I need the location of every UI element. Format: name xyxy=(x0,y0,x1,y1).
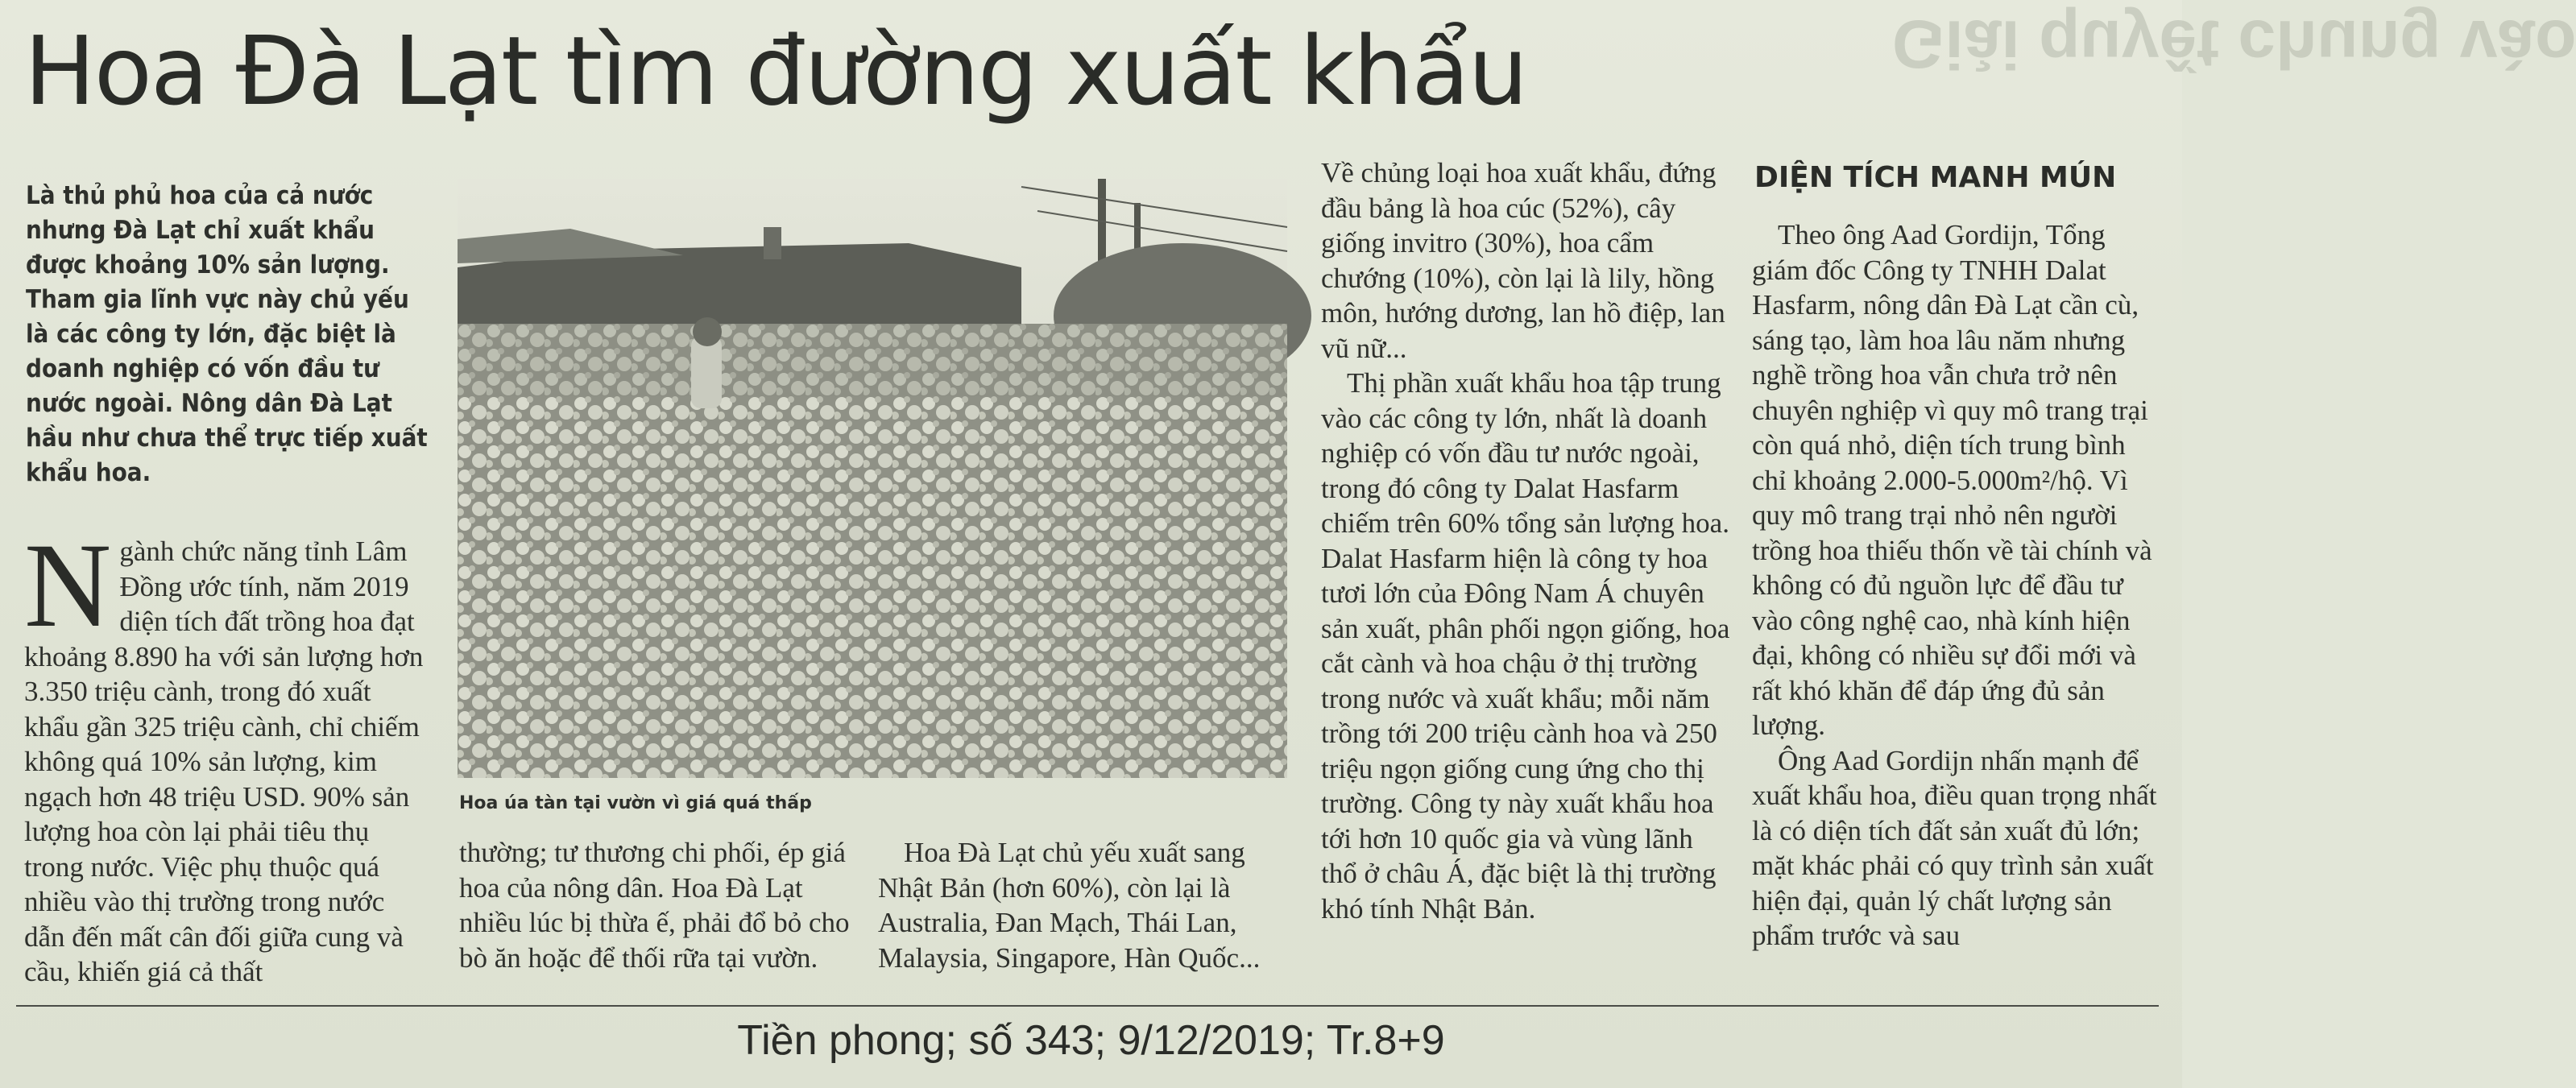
article-lead: Là thủ phủ hoa của cả nước nhưng Đà Lạt chỉ xuất khẩu được khoảng 10% sản lượng. Tham gia lĩnh vực này chủ yếu là các công ty lớn, đặc biệt là doanh nghiệp có vốn đầu tư nước ngoài. Nông dân Đà Lạt hầu như chưa thể trực tiếp xuất khẩu hoa. xyxy=(26,181,428,487)
paragraph-5: Theo ông Aad Gordijn, Tổng giám đốc Công ty TNHH Dalat Hasfarm, nông dân Đà Lạt cần cù, sáng tạo, làm hoa lâu năm nhưng nghề trồng hoa vẫn chưa trở nên chuyên nghiệp vì quy mô trang trại còn quá nhỏ, diện tích trung bình chỉ khoảng 2.000-5.000m²/hộ. Vì quy mô trang trại nhỏ nên người trồng hoa thiếu thốn về tài chính và không có đủ nguồn lực để đầu tư vào công nghệ cao, nhà kính hiện đại, không có nhiều sự đổi mới và rất khó khăn để đáp ứng đủ sản lượng. xyxy=(1752,219,2152,741)
bleed-through-text: Giải quyết chung vào xyxy=(1892,6,2576,82)
column-2 xyxy=(459,835,862,975)
paragraph-1-continued: thường; tư thương chi phối, ép giá hoa của nông dân. Hoa Đà Lạt nhiều lúc bị thừa ế, phải đổ bỏ cho bò ăn hoặc để thối rữa tại vườn. xyxy=(459,837,850,974)
article-headline: Hoa Đà Lạt tìm đường xuất khẩu xyxy=(24,15,1527,126)
source-citation: Tiền phong; số 343; 9/12/2019; Tr.8+9 xyxy=(737,1017,1445,1064)
section-subhead: DIỆN TÍCH MANH MÚN xyxy=(1754,161,2117,194)
paragraph-4: Thị phần xuất khẩu hoa tập trung vào các công ty lớn, nhất là doanh nghiệp có vốn đầu tư nước ngoài, trong đó công ty Dalat Hasfarm chiếm trên 60% tổng sản lượng hoa. Dalat Hasfarm hiện là công ty hoa tươi lớn của Đông Nam Á chuyên sản xuất, phân phối ngọn giống, hoa cắt cành và hoa chậu ở thị trường trong nước và xuất khẩu; mỗi năm trồng tới 200 triệu cành hoa và 250 triệu ngọn giống cung ứng cho thị trường. Công ty này xuất khẩu hoa tới hơn 10 quốc gia và vùng lãnh thổ ở châu Á, đặc biệt là thị trường khó tính Nhật Bản. xyxy=(1321,367,1730,925)
paragraph-6: Ông Aad Gordijn nhấn mạnh để xuất khẩu hoa, điều quan trọng nhất là có diện tích đất sản xuất đủ lớn; mặt khác phải có quy trình sản xuất hiện đại, quản lý chất lượng sản phẩm trước và sau xyxy=(1752,744,2157,951)
paragraph-1-text: gành chức năng tỉnh Lâm Đồng ước tính, năm 2019 diện tích đất trồng hoa đạt khoảng 8.890 ha với sản lượng hơn 3.350 triệu cành, trong đó xuất khẩu gần 325 triệu cành, chỉ chiếm không quá 10% sản lượng, kim ngạch hơn 48 triệu USD. 90% sản lượng hoa còn lại phải tiêu thụ trong nước. Việc phụ thuộc quá nhiều vào thị trường trong nước dẫn đến mất cân đối giữa cung và cầu, khiến giá cả thất xyxy=(24,536,424,987)
column-3 xyxy=(878,835,1281,975)
column-1 xyxy=(24,519,431,990)
photo-caption: Hoa úa tàn tại vườn vì giá quá thấp xyxy=(459,793,812,813)
paragraph-2: Hoa Đà Lạt chủ yếu xuất sang Nhật Bản (hơn 60%), còn lại là Australia, Đan Mạch, Thái Lan, Malaysia, Singapore, Hàn Quốc... xyxy=(878,837,1261,974)
footer-divider xyxy=(16,1005,2159,1007)
paragraph-3: Về chủng loại hoa xuất khẩu, đứng đầu bảng là hoa cúc (52%), cây giống invitro (30%), hoa cẩm chướng (10%), còn lại là lily, hồng môn, hướng dương, lan hồ điệp, lan vũ nữ... xyxy=(1321,157,1725,364)
flower-field-photo xyxy=(458,179,1287,778)
column-5 xyxy=(1752,217,2163,954)
paragraph-1 xyxy=(24,519,431,990)
drop-cap: N xyxy=(24,519,112,652)
article-photo xyxy=(458,179,1287,778)
column-4 xyxy=(1321,155,1732,926)
